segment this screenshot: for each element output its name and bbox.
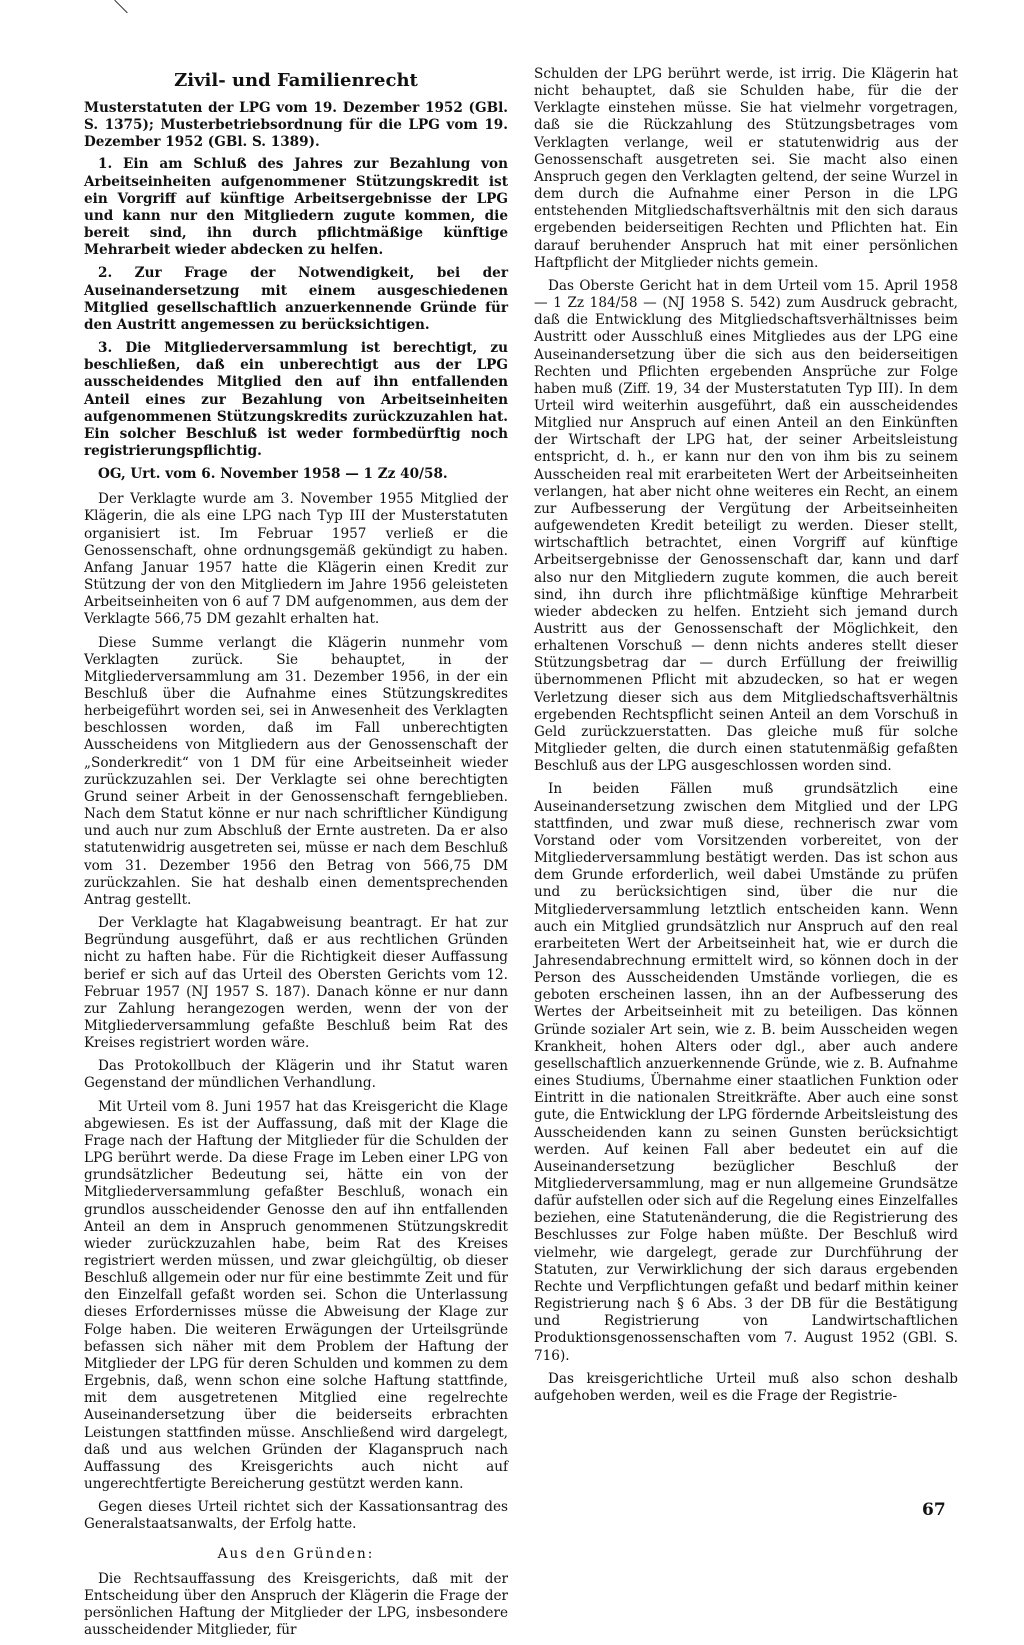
paragraph: Die Rechtsauffassung des Kreisgerichts, daß mit der Entscheidung über den Anspruch der Klägerin die Frage der persönlichen Haftung der Mitglieder der LPG, insbesondere ausscheidender Mitglieder, für <box>84 1570 508 1639</box>
left-column <box>84 70 508 1645</box>
paragraph: Diese Summe verlangt die Klägerin nunmehr vom Verklagten zurück. Sie behauptet, in der Mitgliederversammlung am 31. Dezember 1956, in der ein Beschluß über die Aufnahme eines Stützungskredites herbeigeführt worden sei, sei in Anwesenheit des Verklagten beschlossen worden, daß im Fall unberechtigten Ausscheidens von Mitgliedern aus der Genossenschaft der „Sonderkredit“ von 1 DM für eine Arbeitseinheit wieder zurückzuzahlen sei. Der Verklagte sei ohne berechtigten Grund seiner Arbeit in der Genossenschaft ferngeblieben. Nach dem Statut könne er nur nach schriftlicher Kündigung und auch nur zum Abschluß der Ernte austreten. Da er also statutenwidrig ausgetreten sei, müsse er nach dem Beschluß vom 31. Dezember 1956 den Betrag von 566,75 DM zurückzahlen. Sie hat deshalb einen dementsprechenden Antrag gestellt. <box>84 634 508 908</box>
corner-scan-mark <box>114 0 127 13</box>
paragraph: Das Oberste Gericht hat in dem Urteil vom 15. April 1958 — 1 Zz 184/58 — (NJ 1958 S. 542) zum Ausdruck gebracht, daß die Entwicklung des Mitgliedschaftsverhältnisses beim Austritt oder Ausschluß eines Mitgliedes aus der LPG eine Auseinandersetzung über die sich aus den beiderseitigen Rechten und Pflichten ergebenden Ansprüche zur Folge haben muß (Ziff. 19, 34 der Musterstatuten Typ III). In dem Urteil wird weiterhin ausgeführt, daß ein ausscheidendes Mitglied nur Anspruch auf einen Anteil an den Einkünften der Wirtschaft der LPG hat, der seiner Arbeitsleistung entspricht, d. h., er kann nur den von ihm bis zu seinem Ausscheiden real mit erarbeiteten Wert der Arbeitseinheiten verlangen, hat aber nicht ohne weiteres ein Recht, an einem zur Aufbesserung der Vergütung der Arbeitseinheiten aufgewendeten Kredit beteiligt zu werden. Dieser stellt, wirtschaftlich betrachtet, einen Vorgriff auf künftige Arbeitsergebnisse der Genossenschaft dar, kann und darf also nur den Mitgliedern zugute kommen, die auch bereit sind, ihn durch ihre pflichtmäßige künftige Mehrarbeit wieder abdecken zu helfen. Entzieht sich jemand durch Austritt aus der Genossenschaft der Möglichkeit, den erhaltenen Vorschuß — denn nichts anderes stellt dieser Stützungsbetrag dar — durch Erfüllung der freiwillig übernommenen Pflicht mit abzudecken, so hat er wegen Verletzung dieser sich aus dem Mitgliedschaftsverhältnis ergebenden Rechtspflicht seinen Anteil an dem Vorschuß in Geld zurückzuerstatten. Das gleiche muß für solche Mitglieder gelten, die durch einen statutenmäßig gefaßten Beschluß aus der LPG ausgeschlossen worden sind. <box>534 277 958 775</box>
paragraph: Das Protokollbuch der Klägerin und ihr Statut waren Gegenstand der mündlichen Verhandlung. <box>84 1058 508 1092</box>
subheading: Aus den Gründen: <box>217 1545 375 1562</box>
paragraph: Mit Urteil vom 8. Juni 1957 hat das Kreisgericht die Klage abgewiesen. Es ist der Auffassung, daß mit der Klage die Frage nach der Haftung der Mitglieder für die Schulden der LPG berührt werde. Da diese Frage im Leben einer LPG von grundsätzlicher Bedeutung sei, hätte ein von der Mitgliederversammlung gefaßter Beschluß, wonach ein grundlos ausscheidender Genosse den auf ihn entfallenden Anteil an dem in Anspruch genommenen Stützungskredit wieder zurückzuzahlen habe, beim Rat des Kreises registriert werden müssen, und zwar gleichgültig, ob dieser Beschluß allgemein oder nur für eine bestimmte Zeit und für den Einzelfall gefaßt worden sei. Schon die Unterlassung dieses Erfordernisses müsse die Abweisung der Klage zur Folge haben. Die weiteren Erwägungen der Urteilsgründe befassen sich näher mit dem Problem der Haftung der Mitglieder der LPG für deren Schulden und kommen zu dem Ergebnis, daß, wenn schon eine solche Haftung stattfinde, mit dem ausgetretenen Mitglied eine regelrechte Auseinandersetzung über die beiderseits erbrachten Leistungen stattfinden müsse. Anschließend wird dargelegt, daß und aus welchen Gründen der Klaganspruch nach Auffassung des Kreisgerichts auch nicht auf ungerechtfertigte Bereicherung gestützt werden kann. <box>84 1098 508 1493</box>
paragraph: Schulden der LPG berührt werde, ist irrig. Die Klägerin hat nicht behauptet, daß sie Schulden habe, für die der Verklagte einstehen müsse. Sie hat vielmehr vorgetragen, daß sie die Rückzahlung des Stützungsbetrages vom Verklagten verlange, weil er statutenwidrig aus der Genossenschaft ausgetreten sei. Sie macht also einen Anspruch gegen den Verklagten geltend, der seine Wurzel in dem durch die Aufnahme einer Person in die LPG entstehenden Mitgliedschaftsverhältnis mit den sich daraus ergebenden beiderseitigen Rechten und Pflichten hat. Ein darauf beruhender Anspruch hat mit einer persönlichen Haftpflicht der Mitglieder nichts gemein. <box>534 66 958 271</box>
right-column <box>534 66 958 1411</box>
headnote-reference: Musterstatuten der LPG vom 19. Dezember 1952 (GBl. S. 1375); Musterbetriebsordnung für die LPG vom 19. Dezember 1952 (GBl. S. 1389). <box>84 100 508 151</box>
leitsatz-3: 3. Die Mitgliederversammlung ist berechtigt, zu beschließen, daß ein unberechtigt aus der LPG ausscheidendes Mitglied den auf ihn entfallenden Anteil eines zur Bezahlung von Arbeitseinheiten aufgenommenen Stützungskredits zurückzuzahlen hat. Ein solcher Beschluß ist weder formbedürftig noch registrierungspflichtig. <box>84 340 508 459</box>
paragraph: Das kreisgerichtliche Urteil muß also schon deshalb aufgehoben werden, weil es die Frage der Registrie- <box>534 1370 958 1404</box>
paragraph: Gegen dieses Urteil richtet sich der Kassationsantrag des Generalstaatsanwalts, der Erfolg hatte. <box>84 1499 508 1533</box>
leitsatz-1: 1. Ein am Schluß des Jahres zur Bezahlung von Arbeitseinheiten aufgenommener Stützungskredit ist ein Vorgriff auf künftige Arbeitsergebnisse der LPG und kann nur den Mitgliedern zugute kommen, die bereit sind, ihn durch pflichtmäßige künftige Mehrarbeit wieder abdecken zu helfen. <box>84 156 508 259</box>
case-citation: OG, Urt. vom 6. November 1958 — 1 Zz 40/58. <box>98 466 448 483</box>
page-number: 67 <box>922 1500 946 1520</box>
leitsatz-2: 2. Zur Frage der Notwendigkeit, bei der Auseinandersetzung mit einem ausgeschiedenen Mitglied gesellschaftlich anzuerkennende Gründe für den Austritt angemessen zu berücksichtigen. <box>84 265 508 333</box>
paragraph: In beiden Fällen muß grundsätzlich eine Auseinandersetzung zwischen dem Mitglied und der LPG stattfinden, und zwar muß diese, rechnerisch zwar vom Vorstand oder vom Vorsitzenden vorbereitet, von der Mitgliederversammlung bestätigt werden. Das ist schon aus dem Grunde erforderlich, weil dabei Umstände zu prüfen und zu berücksichtigen sind, über die nur die Mitgliederversammlung letztlich entscheiden kann. Wenn auch ein Mitglied grundsätzlich nur Anspruch auf den real erarbeiteten Wert der Arbeitseinheit hat, wie er durch die Jahresendabrechnung ermittelt wird, so können doch in der Person des Ausscheidenden Umstände vorliegen, die es geboten erscheinen lassen, ihn an der Aufbesserung des Wertes der Arbeitseinheit mit zu beteiligen. Das können Gründe sozialer Art sein, wie z. B. beim Ausscheiden wegen Krankheit, hohen Alters oder dgl., aber auch andere gesellschaftlich anzuerkennende Gründe, wie z. B. Aufnahme eines Studiums, Übernahme einer staatlichen Funktion oder Eintritt in die nationalen Streitkräfte. Aber auch eine sonst gute, die Entwicklung der LPG fördernde Arbeitsleistung des Ausscheidenden kann zu seinen Gunsten berücksichtigt werden. Auf keinen Fall aber bedeutet ein auf die Auseinandersetzung bezüglicher Beschluß der Mitgliederversammlung, mag er nun allgemeine Grundsätze dafür aufstellen oder sich auf die Regelung eines Einzelfalles beziehen, eine Statutenänderung, die die Registrierung des Beschlusses zur Folge haben müßte. Der Beschluß wird vielmehr, wie dargelegt, gerade zur Durchführung der Statuten, zur Verwirklichung der sich daraus ergebenden Rechte und Verpflichtungen gefaßt und bedarf mithin keiner Registrierung nach § 6 Abs. 3 der DB für die Bestätigung und Registrierung von Landwirtschaftlichen Produktionsgenossenschaften vom 7. August 1952 (GBl. S. 716). <box>534 781 958 1364</box>
section-title: Zivil- und Familienrecht <box>174 70 418 91</box>
paragraph: Der Verklagte wurde am 3. November 1955 Mitglied der Klägerin, die als eine LPG nach Typ III der Musterstatuten organisiert ist. Im Februar 1957 verließ er die Genossenschaft, ohne ordnungsgemäß gekündigt zu haben. Anfang Januar 1957 hatte die Klägerin einen Kredit zur Stützung der von den Mitgliedern im Jahre 1956 geleisteten Arbeitseinheiten von 6 auf 7 DM aufgenommen, aus dem der Verklagte 566,75 DM gezahlt erhalten hat. <box>84 491 508 628</box>
paragraph: Der Verklagte hat Klagabweisung beantragt. Er hat zur Begründung ausgeführt, daß er aus rechtlichen Gründen nicht zu haften habe. Für die Richtigkeit dieser Auffassung berief er sich auf das Urteil des Obersten Gerichts vom 12. Februar 1957 (NJ 1957 S. 187). Danach könne er nur dann zur Zahlung herangezogen werden, wenn der von der Mitgliederversammlung gefaßte Beschluß beim Rat des Kreises registriert worden wäre. <box>84 915 508 1052</box>
